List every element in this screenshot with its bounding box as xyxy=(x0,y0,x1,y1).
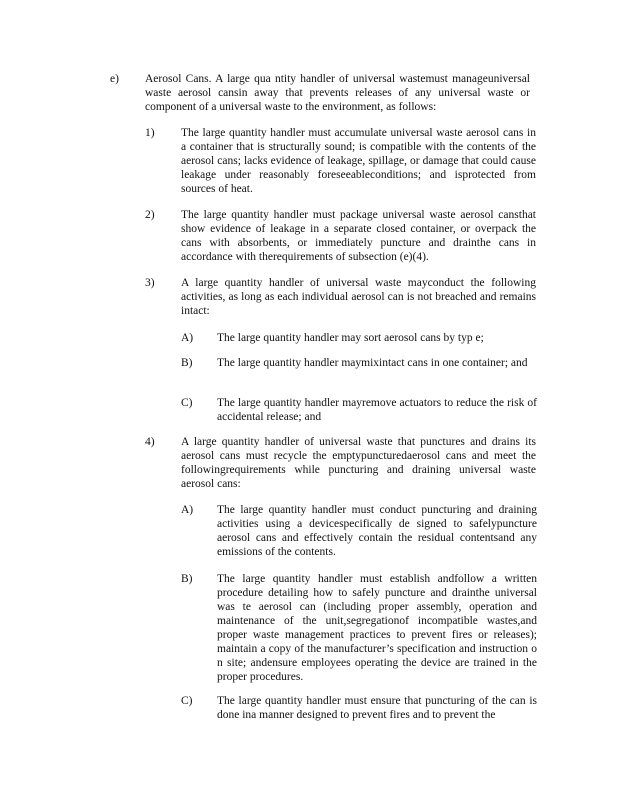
item-4-a-marker: A) xyxy=(181,504,194,516)
item-3-marker: 3) xyxy=(145,277,155,289)
item-4-c-marker: C) xyxy=(181,695,193,707)
item-1-marker: 1) xyxy=(145,127,155,139)
item-4-c-text: The large quantity handler must ensure that puncturing of the can is done ina manner designed to prevent fires and to prevent the xyxy=(217,695,537,721)
item-3-c-text: The large quantity handler mayremove actuators to reduce the risk of accidental release; and xyxy=(217,397,537,423)
item-1-text: The large quantity handler must accumulate universal waste aerosol cans in a container that is structurally sound; is compatible with the contents of the aerosol cans; lacks evidence of leakage, spillage, or damage that could cause leakage under reasonably foreseeableconditions; and isprotected from sources of heat. xyxy=(181,127,536,195)
item-4-text: A large quantity handler of universal waste that punctures and drains its aerosol cans must recycle the emptypuncturedaerosol cans and meet the followingrequirements while puncturing and draining universal waste aerosol cans: xyxy=(181,436,536,490)
item-3-b-marker: B) xyxy=(181,357,193,369)
item-4-b-text: The large quantity handler must establish andfollow a written procedure detailing how to safely puncture and drainthe universal was te aerosol can (including proper assembly, operation and maintenance of the unit,segregationof incompatible wastes,and proper waste management practices to prevent fires or releases); maintain a copy of the manufacturer’s specification and instruction o n site; andensure employees operating the device are trained in the proper procedures. xyxy=(217,573,537,683)
item-2-marker: 2) xyxy=(145,209,155,221)
item-3-b-text: The large quantity handler maymixintact cans in one container; and xyxy=(217,357,528,369)
item-4-marker: 4) xyxy=(145,436,155,448)
item-3-a-marker: A) xyxy=(181,332,194,344)
item-3-text: A large quantity handler of universal waste mayconduct the following activities, as long as each individual aerosol can is not breached and remains intact: xyxy=(181,277,536,317)
item-4-a-text: The large quantity handler must conduct puncturing and draining activities using a devicespecifically de signed to safelypuncture aerosol cans and effectively contain the residual contentsand any emissions of the contents. xyxy=(217,504,537,558)
item-2-text: The large quantity handler must package universal waste aerosol cansthat show evidence of leakage in a separate closed container, or overpack the cans with absorbents, or immediately puncture and drainthe cans in accordance with therequirements of subsection (e)(4). xyxy=(181,209,536,263)
section-e-text: Aerosol Cans. A large qua ntity handler of universal wastemust manageuniversal waste aerosol cansin away that prevents releases of any universal waste or component of a universal waste to the environment, as follows: xyxy=(145,73,530,113)
item-4-b-marker: B) xyxy=(181,573,193,585)
section-e-marker: e) xyxy=(110,73,119,85)
item-3-a-text: The large quantity handler may sort aerosol cans by typ e; xyxy=(217,332,484,344)
item-3-c-marker: C) xyxy=(181,397,193,409)
